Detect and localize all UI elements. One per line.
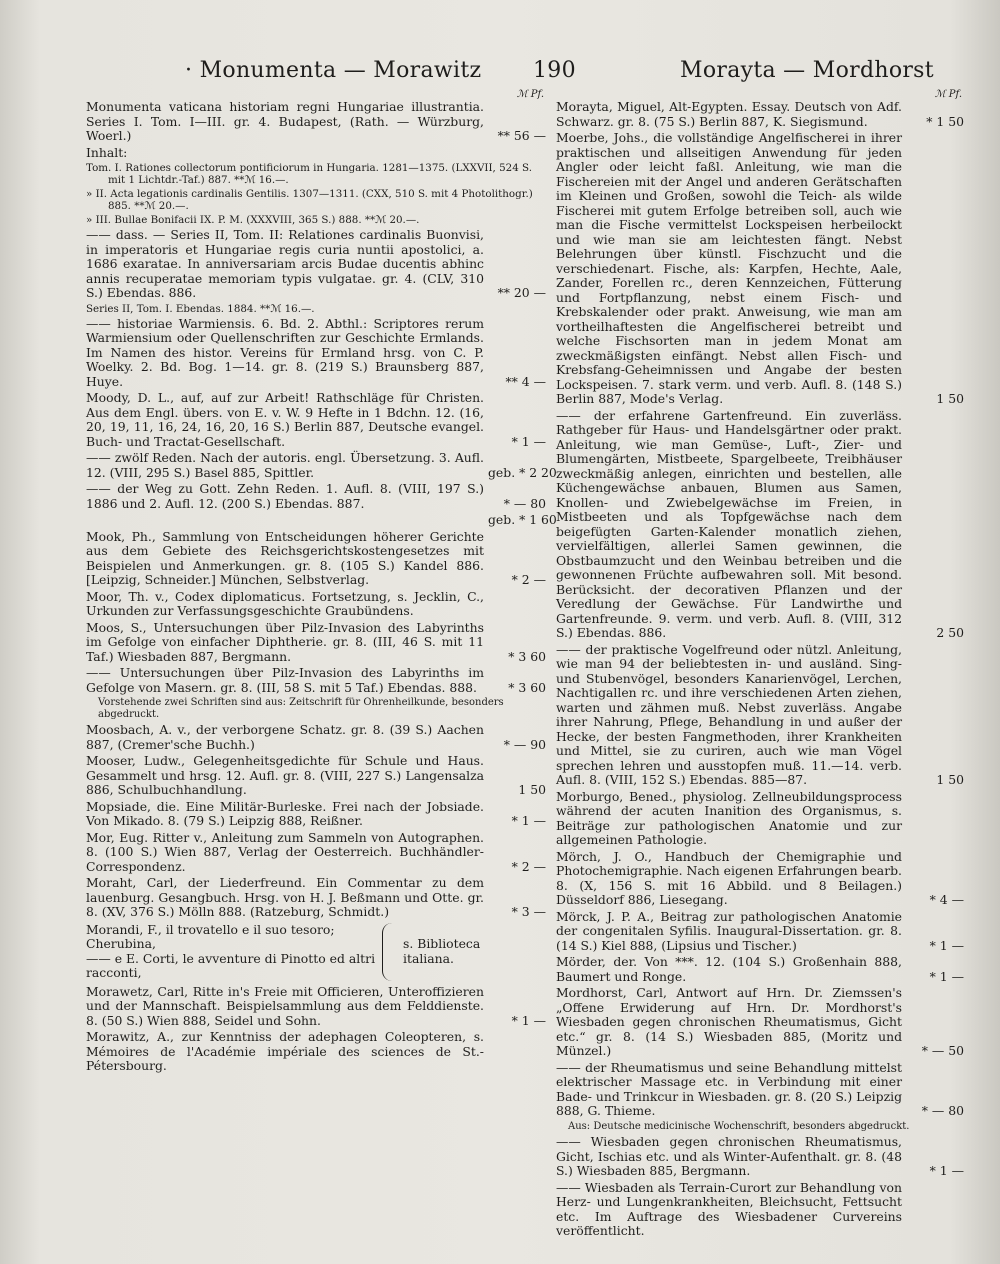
entry-price: geb. * 2 20 <box>488 464 557 480</box>
catalog-entry <box>86 985 546 1029</box>
entry-text: Mook, Ph., Sammlung von Entscheidungen höherer Gerichte aus dem Gebiete des Reichsgerichtskostengesetzes mit Beispielen und Anmerkungen. gr. 8. (105 S.) Kandel 886. [Leipzig, Schneider.] München, Selbstverlag. <box>86 528 484 587</box>
entry-price: 1 50 <box>936 391 964 406</box>
entry-price: ** 20 — <box>497 285 546 300</box>
brace-mark <box>382 923 397 981</box>
entry-text: Mörder, der. Von ***. 12. (104 S.) Großenhain 888, Baumert und Ronge. <box>556 954 902 984</box>
entry-text: Mor, Eug. Ritter v., Anleitung zum Sammeln von Autographen. 8. (100 S.) Wien 887, Verlag der Oesterreich. Buchhändler-Correspondenz. <box>86 829 484 874</box>
price-column-header: ℳ Pf. <box>934 89 962 100</box>
entry-text: Morayta, Miguel, Alt-Egypten. Essay. Deutsch von Adf. Schwarz. gr. 8. (75 S.) Berlin 887, K. Siegismund. <box>556 99 902 129</box>
entry-text: Mörch, J. O., Handbuch der Chemigraphie und Photochemigraphie. Nach eigenen Erfahrungen bearb. 8. (X, 156 S. mit 16 Abbild. und 8 Beilagen.) Düsseldorf 886, Liesegang. <box>556 848 902 907</box>
right-entries <box>556 100 964 1239</box>
entry-price: ** 56 — <box>497 128 546 143</box>
running-head-right: Morayta — Mordhorst <box>680 58 934 83</box>
entry-price: * 1 — <box>511 813 546 828</box>
catalog-entry <box>86 666 546 695</box>
entry-text: —— der Weg zu Gott. Zehn Reden. 1. Aufl. 8. (VIII, 197 S.) 1886 und 2. Aufl. 12. (200 S.) Ebendas. 887. <box>86 481 484 511</box>
catalog-entry <box>86 530 546 588</box>
entry-price: * 3 60 <box>508 648 546 664</box>
entry-text: Moody, D. L., auf, auf zur Arbeit! Rathschläge für Christen. Aus dem Engl. übers. von E. v. W. 9 Hefte in 1 Bdchn. 12. (16, 20, 19, 11, 16, 24, 16, 20, 16 S.) Berlin 887, Deutsche evangel. Buch- und Tractat-Gesellschaft. <box>86 390 484 449</box>
entry-text: Morburgo, Bened., physiolog. Zellneubildungsprocess während der acuten Inanition des Organismus, s. Beiträge zur pathologischen Anatomie und zur allgemeinen Pathologie. <box>556 788 902 847</box>
catalog-entry <box>86 512 557 528</box>
catalog-entry <box>556 643 964 788</box>
entry-price: * 2 — <box>511 572 546 587</box>
entry-text: Inhalt: <box>86 144 128 160</box>
catalog-entry <box>86 831 546 875</box>
entry-price: geb. * 1 60 <box>488 512 557 527</box>
catalog-entry <box>86 754 546 798</box>
contents-line: Tom. I. Rationes collectorum pontificiorum in Hungaria. 1281—1375. (LXXVII, 524 S. mit 1 Lichtdr.-Taf.) 887. **ℳ 16.—. <box>86 162 532 186</box>
entry-text: —— zwölf Reden. Nach der autoris. engl. Übersetzung. 3. Aufl. 12. (VIII, 295 S.) Basel 885, Spittler. <box>86 450 484 480</box>
brace-target: s. Biblioteca italiana. <box>403 936 481 966</box>
catalog-entry <box>86 621 546 665</box>
left-entries <box>86 99 557 920</box>
entry-text: Moerbe, Johs., die vollständige Angelfischerei in ihrer praktischen und allseitigen Anwendung für jeden Angler oder leicht faßl. Anleitung, wie man die Fischereien mit der Angel und anderen Gerätschaften im Kleinen und Großen, sowohl die Teich- als wilde Fischerei mit gutem Erfolge betreiben soll, auch wie man die Fische vermittelst Lockspeisen herbeilockt und wie man sie am leichtesten fängt. Nebst Belehrungen über künstl. Fischzucht und die verschiedenart. Fische, als: Karpfen, Hechte, Aale, Zander, Forellen rc., deren Kennzeichen, Fütterung und Fortpflanzung, nebst einem Fisch- und Krebskalender oder prakt. Anweisung, wie man am vortheilhaftesten die Angelfischerei betreibt und welche Fischsorten man in jedem Monat am zweckmäßigsten einfängt. Nebst allen Fisch- und Krebsfang-Geheimnissen und Angabe der besten Lockspeisen. 7. stark verm. und verb. Aufl. 8. (148 S.) Berlin 887, Mode's Verlag. <box>556 130 902 406</box>
catalog-entry <box>556 910 964 954</box>
catalog-entry <box>86 100 546 144</box>
entry-note: Vorstehende zwei Schriften sind aus: Zeitschrift für Ohrenheilkunde, besonders abgedruckt. <box>98 697 504 720</box>
brace-group <box>86 923 546 981</box>
entry-text: Mordhorst, Carl, Antwort auf Hrn. Dr. Ziemssen's „Offene Erwiderung auf Hrn. Dr. Mordhorst's Wiesbaden gegen chronischen Rheumatismus, Gicht etc.“ gr. 8. (14 S.) Wiesbaden 885, (Moritz und Münzel.) <box>556 985 902 1058</box>
entry-text: Moraht, Carl, der Liederfreund. Ein Commentar zu dem lauenburg. Gesangbuch. Hrsg. von H. J. Beßmann und Otte. gr. 8. (XV, 376 S.) Mölln 888. (Ratzeburg, Schmidt.) <box>86 875 484 919</box>
catalog-entry <box>556 100 964 129</box>
catalog-entry <box>556 986 964 1059</box>
catalog-entry <box>556 955 964 984</box>
entry-text: Morawetz, Carl, Ritte in's Freie mit Officieren, Unteroffizieren und der Mannschaft. Beispielsammlung aus dem Felddienste. 8. (50 S.) Wien 888, Seidel und Sohn. <box>86 983 484 1028</box>
catalog-entry <box>86 876 546 920</box>
left-entries-after <box>86 985 546 1074</box>
catalog-entry <box>556 131 964 407</box>
entry-text: Moos, S., Untersuchungen über Pilz-Invasion des Labyrinths im Gefolge von einfacher Diphtherie. gr. 8. (III, 46 S. mit 11 Taf.) Wiesbaden 887, Bergmann. <box>86 619 484 664</box>
entry-text: —— der erfahrene Gartenfreund. Ein zuverläss. Rathgeber für Haus- und Handelsgärtner oder prakt. Anleitung, wie man Gemüse-, Luft-, Zier- und Blumengärten, Mistbeete, Spargelbeete, Treibhäuser zweckmäßig anlegen, einrichten und bestellen, alle Küchengewächse anbauen, Blumen aus Samen, Knollen- und Zwiebelgewächse im Freien, in Mistbeeten und als Topfgewächse nach dem beigefügten Garten-Kalender monatlich ziehen, vervielfältigen, allerlei Samen gewinnen, die Obstbaumzucht und den Weinbau betreiben und die gewonnenen Früchte aufbewahren soll. Mit besond. Berücksicht. der decorativen Pflanzen und der Veredlung der Gewächse. Für Landwirthe und Gartenfreunde. 9. verm. und verb. Aufl. 8. (VIII, 312 S.) Ebendas. 886. <box>556 407 902 640</box>
catalog-entry <box>86 1030 546 1074</box>
entry-text: Mooser, Ludw., Gelegenheitsgedichte für Schule und Haus. Gesammelt und hrsg. 12. Aufl. gr. 8. (VIII, 227 S.) Langensalza 886, Schulbuchhandlung. <box>86 753 484 797</box>
catalog-entry <box>86 450 557 480</box>
brace-line: Morandi, F., il trovatello e il suo tesoro; Cherubina, <box>86 921 335 951</box>
catalog-entry <box>86 317 546 390</box>
price-column-header: ℳ Pf. <box>516 89 544 100</box>
entry-text: —— der Rheumatismus und seine Behandlung mittelst elektrischer Massage etc. in Verbindung mit einer Bade- und Trinkcur in Wiesbaden. gr. 8. (20 S.) Leipzig 888, G. Thieme. <box>556 1059 902 1118</box>
entry-price: * 3 60 <box>508 679 546 695</box>
catalog-entry <box>86 228 546 301</box>
entry-text: —— Untersuchungen über Pilz-Invasion des Labyrinths im Gefolge von Masern. gr. 8. (III, 58 S. mit 5 Taf.) Ebendas. 888. <box>86 665 484 695</box>
catalog-entry <box>556 1061 964 1119</box>
entry-price: 2 50 <box>936 625 964 640</box>
catalog-entry <box>86 391 546 449</box>
entry-text: —— dass. — Series II, Tom. II: Relationes cardinalis Buonvisi, in imperatoris et Hungariae regis curia nuntii apostolici, a. 1686 exaratae. In anniversariam arcis Budae ducentis abhinc annis recuperatae memoriam typis vulgatae. gr. 4. (CLV, 310 S.) Ebendas. 886. <box>86 227 484 300</box>
catalog-entry <box>556 409 964 641</box>
entry-text: Moosbach, A. v., der verborgene Schatz. gr. 8. (39 S.) Aachen 887, (Cremer'sche Buchh.) <box>86 722 484 752</box>
catalog-entry <box>86 482 546 511</box>
entry-text: —— historiae Warmiensis. 6. Bd. 2. Abthl.: Scriptores rerum Warmiensium oder Quellenschriften zur Geschichte Ermlands. Im Namen des histor. Vereins für Ermland hrsg. von C. P. Woelky. 2. Bd. Bog. 1—14. gr. 8. (219 S.) Braunsberg 887, Huye. <box>86 315 484 389</box>
entry-price: * 4 — <box>929 892 964 907</box>
right-column <box>556 90 964 1241</box>
entry-price: * 1 50 <box>926 113 964 129</box>
entry-text: Mörck, J. P. A., Beitrag zur pathologischen Anatomie der congenitalen Syfilis. Inaugural-Dissertation. gr. 8. (14 S.) Kiel 888, (Lipsius und Tischer.) <box>556 908 902 953</box>
entry-price: * 1 — <box>511 1012 546 1028</box>
entry-price: * 1 — <box>929 1163 964 1178</box>
contents-line: Series II, Tom. I. Ebendas. 1884. **ℳ 16.—. <box>86 302 315 315</box>
entry-price: * 2 — <box>511 858 546 874</box>
entry-text: Mopsiade, die. Eine Militär-Burleske. Frei nach der Jobsiade. Von Mikado. 8. (79 S.) Leipzig 888, Reißner. <box>86 798 484 828</box>
page-number: 190 <box>533 58 576 83</box>
catalog-entry <box>86 590 546 619</box>
entry-note: Aus: Deutsche medicinische Wochenschrift, besonders abgedruckt. <box>568 1120 910 1132</box>
brace-line: —— e E. Corti, le avventure di Pinotto ed altri racconti, <box>86 950 376 980</box>
left-column <box>86 89 557 1076</box>
entry-text: —— der praktische Vogelfreund oder nützl. Anleitung, wie man 94 der beliebtesten in- und ausländ. Sing- und Stubenvögel, besonders Kanarienvögel, Lerchen, Nachtigallen rc. und ihre verschiedenen Arten ziehen, warten und zähmen muß. Nebst zuverläss. Angabe ihrer Nahrung, Pflege, Behandlung in und außer der Hecke, der besten Fangmethoden, ihrer Krankheiten und Mittel, sie zu curiren, auch wie man Vögel sprechen lehren und ausstopfen muß. 11.—14. verb. Aufl. 8. (VIII, 152 S.) Ebendas. 885—87. <box>556 641 902 787</box>
entry-price: * 1 — <box>929 968 964 984</box>
catalog-entry <box>556 790 964 848</box>
contents-line: » II. Acta legationis cardinalis Gentilis. 1307—1311. (CXX, 510 S. mit 4 Photolithogr.) 885. **ℳ 20.—. <box>86 188 533 212</box>
catalog-entry <box>556 1181 964 1239</box>
catalog-entry <box>556 850 964 908</box>
entry-price: * — 80 <box>503 495 546 511</box>
entry-price: ** 4 — <box>505 373 546 389</box>
entry-text: —— Wiesbaden als Terrain-Curort zur Behandlung von Herz- und Lungenkrankheiten, Bleichsucht, Fettsucht etc. Im Auftrage des Wiesbadener Curvereins veröffentlicht. <box>556 1179 902 1238</box>
entry-price: * 1 — <box>511 433 546 449</box>
entry-price: 1 50 <box>936 772 964 787</box>
catalog-entry <box>86 800 546 829</box>
entry-text: Monumenta vaticana historiam regni Hungariae illustrantia. Series I. Tom. I—III. gr. 4. Budapest, (Rath. — Würzburg, Woerl.) <box>86 99 484 143</box>
contents-line: » III. Bullae Bonifacii IX. P. M. (XXXVIII, 365 S.) 888. **ℳ 20.—. <box>86 214 420 226</box>
entry-text: —— Wiesbaden gegen chronischen Rheumatismus, Gicht, Ischias etc. und als Winter-Aufenthalt. gr. 8. (48 S.) Wiesbaden 885, Bergmann. <box>556 1134 902 1178</box>
entry-price: * 3 — <box>511 904 546 919</box>
catalog-entry <box>86 723 546 752</box>
entry-price: 1 50 <box>518 782 546 797</box>
entry-price: * — 50 <box>921 1043 964 1058</box>
entry-price: * 1 — <box>929 937 964 953</box>
entry-price: * — 80 <box>921 1103 964 1118</box>
catalog-entry <box>86 146 546 161</box>
entry-text: Moor, Th. v., Codex diplomaticus. Fortsetzung, s. Jecklin, C., Urkunden zur Verfassungsgeschichte Graubündens. <box>86 588 484 618</box>
entry-text: Morawitz, A., zur Kenntniss der adephagen Coleopteren, s. Mémoires de l'Académie impériale des sciences de St.-Pétersbourg. <box>86 1029 484 1073</box>
entry-price: * — 90 <box>503 736 546 752</box>
running-head-left: · Monumenta — Morawitz <box>185 58 482 83</box>
catalog-entry <box>556 1135 964 1179</box>
